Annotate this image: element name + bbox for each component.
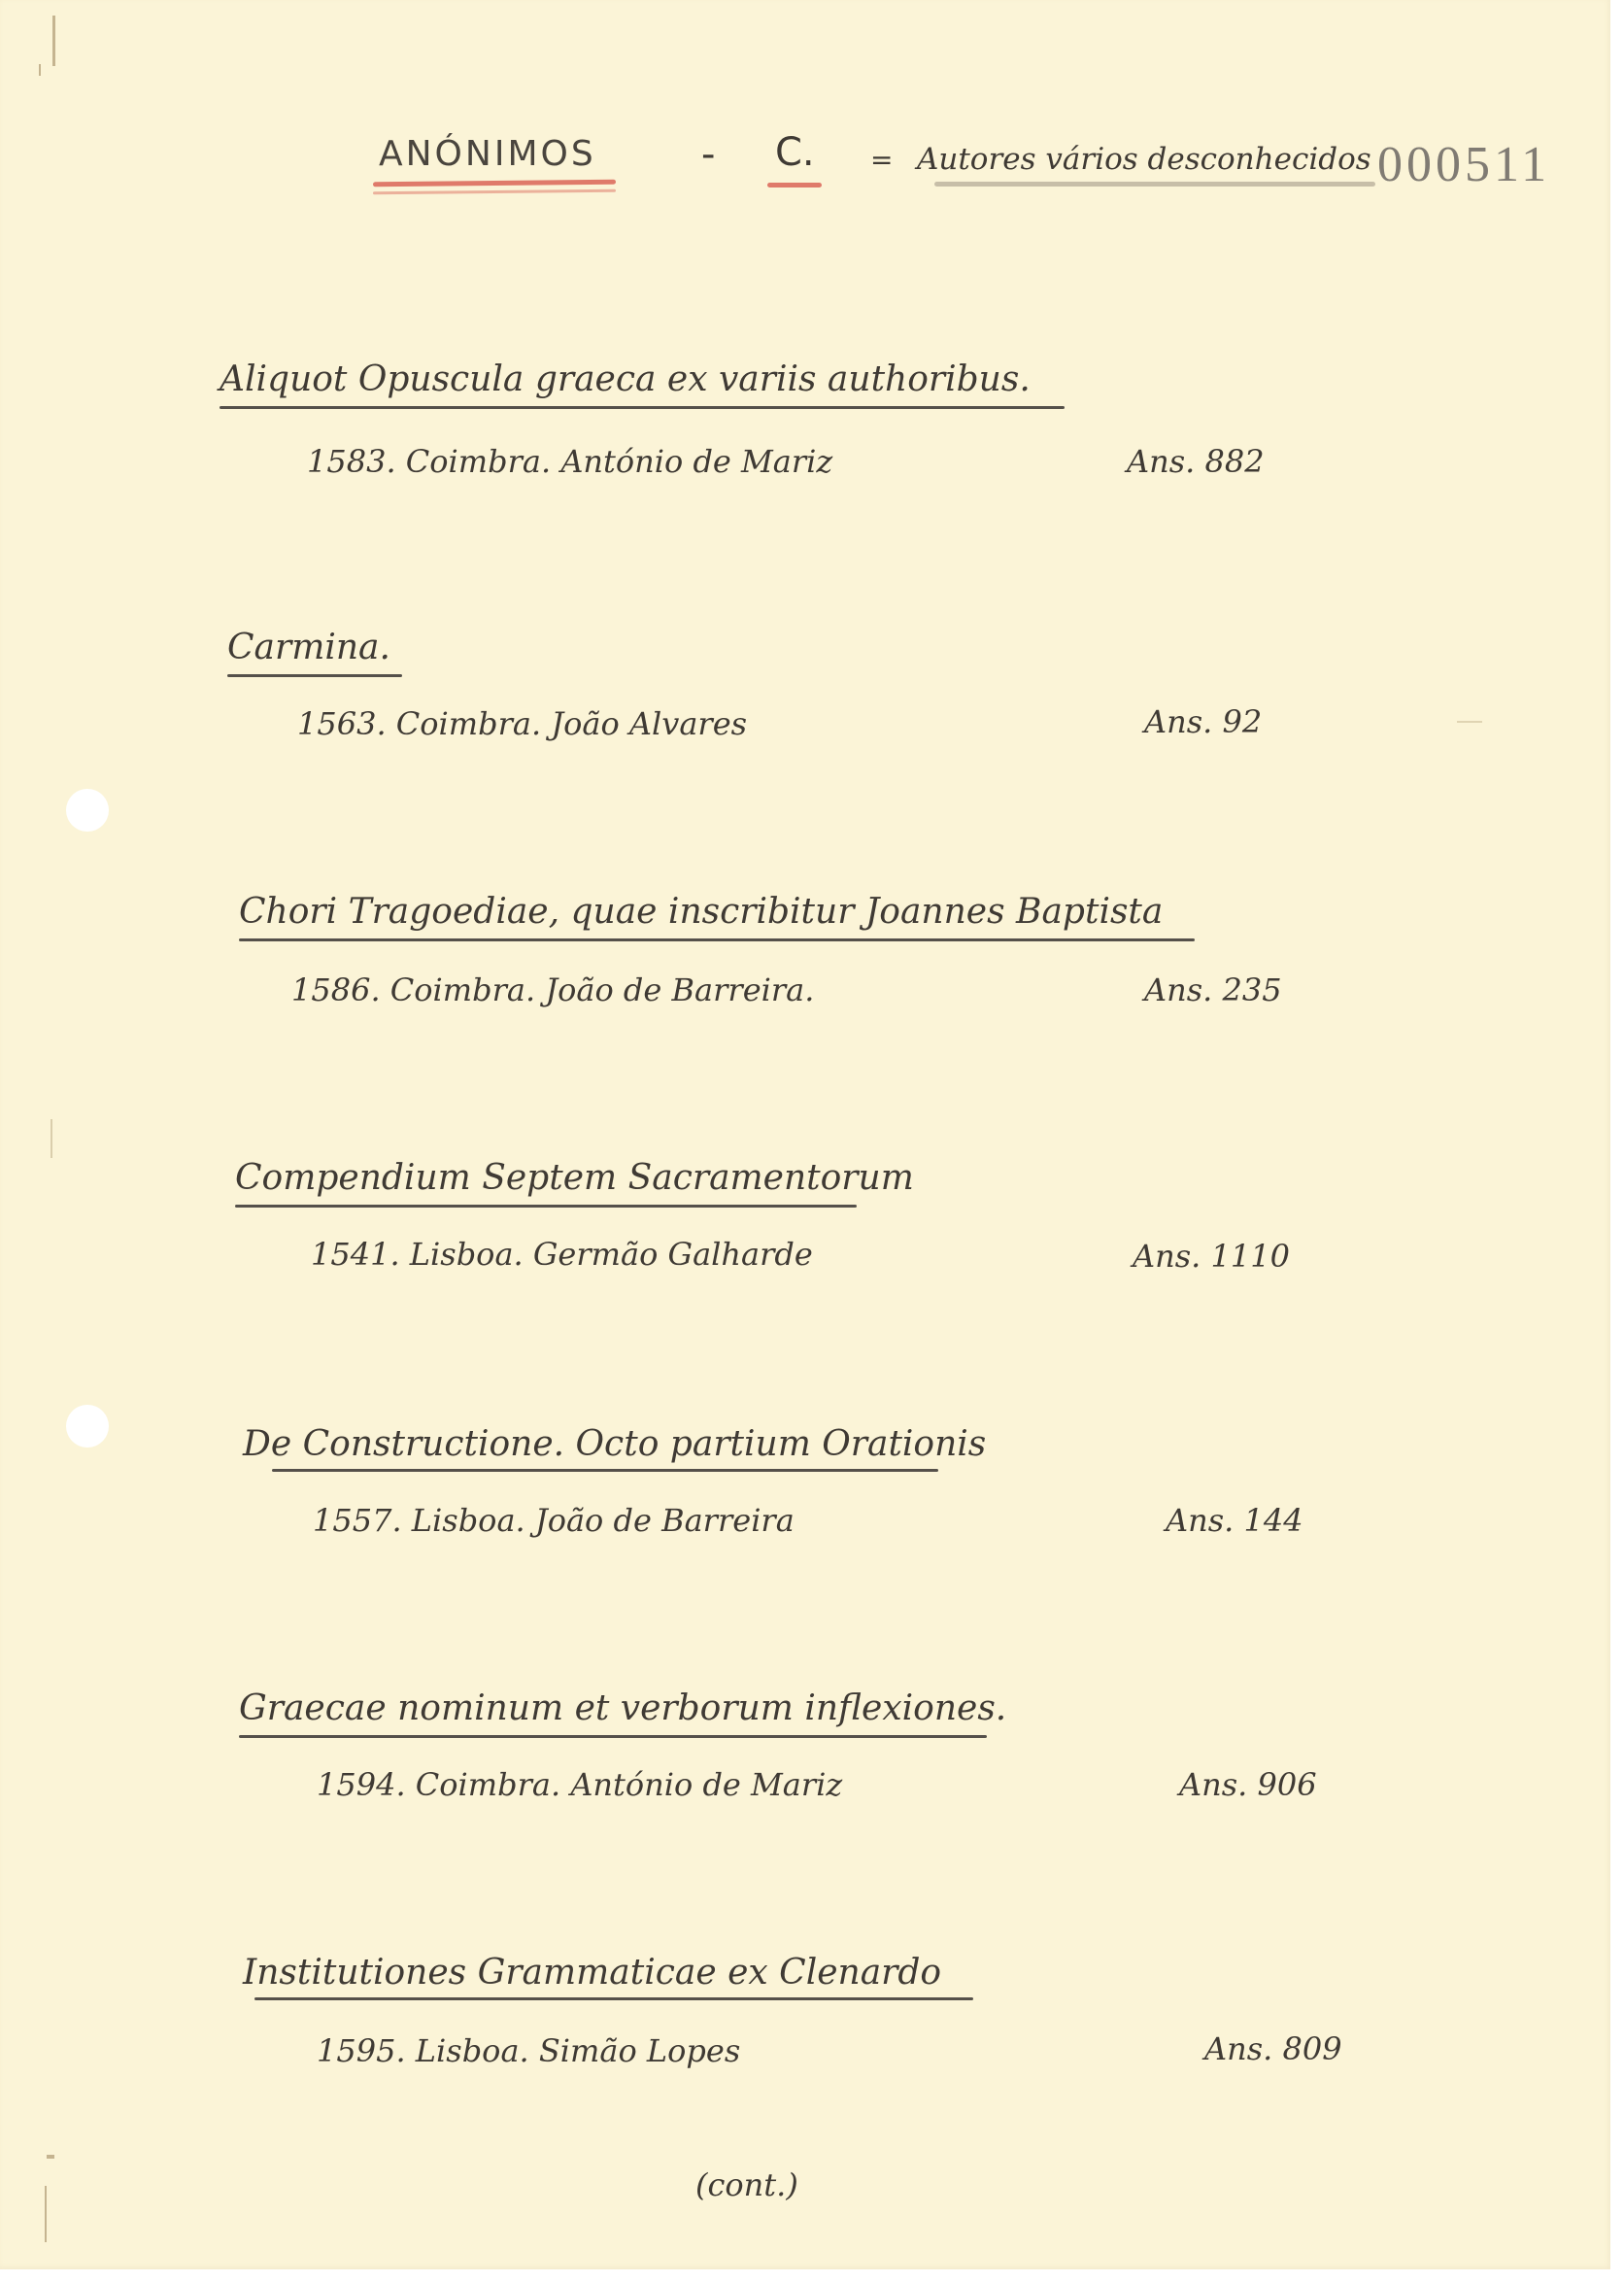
header-subtitle-underline — [934, 182, 1375, 187]
entry-detail: 1541. Lisboa. Germão Galharde — [311, 1236, 813, 1273]
entry-title: Aliquot Opuscula graeca ex variis authoribus. — [220, 359, 1031, 399]
entry-title-underline — [239, 1735, 987, 1738]
entry-title-underline — [254, 1997, 973, 2000]
entry-ref: Ans. 882 — [1127, 443, 1265, 480]
entry-title-underline — [272, 1469, 938, 1472]
entry-detail: 1586. Coimbra. João de Barreira. — [291, 971, 815, 1008]
entry-title-underline — [220, 406, 1065, 409]
entry-ref: Ans. 1110 — [1133, 1238, 1290, 1275]
header-title-underline — [373, 180, 616, 187]
stamp-number: 000511 — [1377, 137, 1551, 192]
edge-mark — [45, 2186, 47, 2242]
header-title: ANÓNIMOS — [379, 134, 596, 174]
entry-ref: Ans. 92 — [1144, 703, 1263, 740]
header-title-underline — [373, 189, 616, 195]
header-letter: C. — [775, 130, 815, 175]
entry-title-underline — [227, 674, 402, 677]
edge-mark — [47, 2155, 54, 2159]
entry-title-underline — [239, 938, 1195, 941]
entry-title: Compendium Septem Sacramentorum — [235, 1158, 914, 1198]
header-subtitle: Autores vários desconhecidos — [917, 142, 1371, 177]
edge-mark — [52, 16, 55, 66]
entry-title: Graecae nominum et verborum inflexiones. — [239, 1688, 1007, 1728]
entry-title: Carmina. — [227, 628, 390, 667]
edge-mark — [39, 64, 41, 76]
entry-detail: 1594. Coimbra. António de Mariz — [317, 1766, 843, 1803]
entry-title: Institutiones Grammaticae ex Clenardo — [243, 1953, 942, 1993]
entry-ref: Ans. 235 — [1144, 971, 1282, 1008]
entry-detail: 1563. Coimbra. João Alvares — [297, 705, 748, 742]
entry-detail: 1595. Lisboa. Simão Lopes — [317, 2032, 741, 2069]
entry-title: De Constructione. Octo partium Orationis — [243, 1424, 987, 1464]
entry-ref: Ans. 809 — [1204, 2030, 1342, 2067]
entry-ref: Ans. 144 — [1166, 1502, 1303, 1539]
entry-detail: 1583. Coimbra. António de Mariz — [307, 443, 833, 480]
edge-mark — [51, 1119, 52, 1158]
header-letter-underline — [767, 183, 822, 187]
edge-mark — [1457, 721, 1482, 723]
entry-title-underline — [235, 1205, 857, 1208]
entry-title: Chori Tragoediae, quae inscribitur Joannes Baptista — [239, 892, 1164, 932]
continued-note: (cont.) — [695, 2166, 798, 2203]
header-equals: = — [870, 144, 894, 176]
entry-ref: Ans. 906 — [1179, 1766, 1317, 1803]
entry-detail: 1557. Lisboa. João de Barreira — [313, 1502, 795, 1539]
binder-hole-bottom — [66, 1405, 109, 1448]
header-dash: - — [701, 132, 716, 177]
binder-hole-top — [66, 789, 109, 832]
